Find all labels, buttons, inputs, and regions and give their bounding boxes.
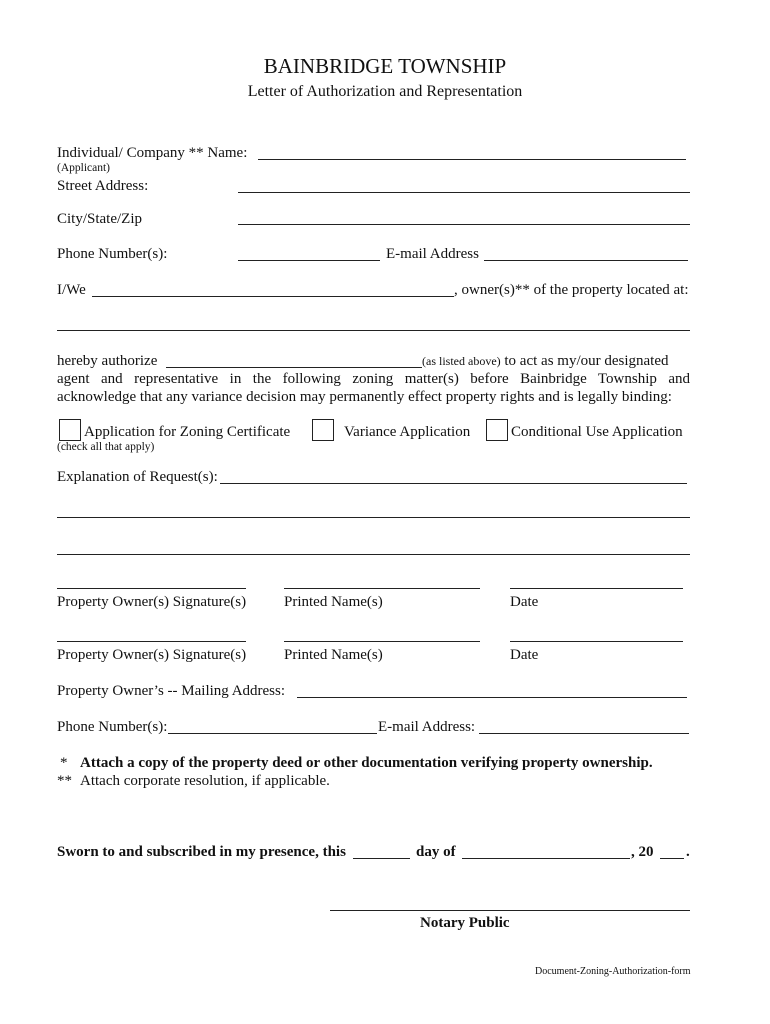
property-location-field[interactable]	[57, 330, 690, 331]
owner-phone-field[interactable]	[168, 733, 377, 734]
city-field[interactable]	[238, 224, 690, 225]
authorize-line2: agent and representative in the following zoning matter(s) before Bainbridge Township and	[57, 371, 690, 387]
applicant-note: (Applicant)	[57, 162, 111, 174]
page-title: BAINBRIDGE TOWNSHIP	[263, 54, 507, 78]
owner-name-field[interactable]	[92, 296, 454, 297]
explanation-label: Explanation of Request(s):	[57, 469, 218, 485]
iwe-label: I/We	[57, 282, 86, 298]
authorize-line3: acknowledge that any variance decision may permanently effect property rights and is legally binding:	[57, 389, 672, 405]
sworn-text-3: , 20	[631, 844, 654, 860]
hereby-authorize-label: hereby authorize	[57, 353, 158, 369]
date-label-1: Date	[510, 594, 539, 610]
owner-label: , owner(s)** of the property located at:	[454, 282, 689, 298]
explanation-field-1[interactable]	[220, 483, 687, 484]
mailing-address-label: Property Owner’s -- Mailing Address:	[57, 683, 286, 699]
sworn-text-4: .	[686, 844, 690, 860]
owner-email-field[interactable]	[479, 733, 689, 734]
conditional-use-label: Conditional Use Application	[511, 424, 683, 440]
zoning-certificate-checkbox[interactable]	[59, 419, 81, 441]
phone-label: Phone Number(s):	[57, 246, 168, 262]
owner-signature-field-1[interactable]	[57, 588, 246, 589]
printed-name-field-1[interactable]	[284, 588, 480, 589]
page-subtitle: Letter of Authorization and Representation	[247, 83, 523, 100]
sworn-month-field[interactable]	[462, 858, 630, 859]
authorize-line1-rest: to act as my/our designated	[500, 353, 669, 369]
zoning-certificate-label: Application for Zoning Certificate	[84, 424, 291, 440]
form-id-footer: Document-Zoning-Authorization-form	[535, 966, 691, 977]
printed-name-label-2: Printed Name(s)	[284, 647, 383, 663]
printed-name-field-2[interactable]	[284, 641, 480, 642]
variance-checkbox[interactable]	[312, 419, 334, 441]
city-label: City/State/Zip	[57, 211, 142, 227]
as-listed-note: (as listed above)	[422, 354, 501, 368]
explanation-field-3[interactable]	[57, 554, 690, 555]
mailing-address-field[interactable]	[297, 697, 687, 698]
date-field-2[interactable]	[510, 641, 683, 642]
date-field-1[interactable]	[510, 588, 683, 589]
owner-phone-label: Phone Number(s):	[57, 719, 168, 735]
owner-signature-label-2: Property Owner(s) Signature(s)	[57, 647, 247, 663]
sworn-year-field[interactable]	[660, 858, 684, 859]
sworn-text-2: day of	[416, 844, 456, 860]
sworn-day-field[interactable]	[353, 858, 410, 859]
variance-label: Variance Application	[344, 424, 471, 440]
date-label-2: Date	[510, 647, 539, 663]
explanation-field-2[interactable]	[57, 517, 690, 518]
note-deed: Attach a copy of the property deed or other documentation verifying property ownership.	[80, 755, 653, 771]
phone-field[interactable]	[238, 260, 380, 261]
note-star-1: *	[60, 755, 68, 771]
note-star-2: **	[57, 773, 72, 789]
owner-email-label: E-mail Address:	[378, 719, 476, 735]
street-field[interactable]	[238, 192, 690, 193]
notary-label: Notary Public	[420, 915, 510, 931]
street-label: Street Address:	[57, 178, 149, 194]
representative-field[interactable]	[166, 367, 422, 368]
check-all-note: (check all that apply)	[57, 441, 155, 453]
owner-signature-field-2[interactable]	[57, 641, 246, 642]
name-label: Individual/ Company ** Name:	[57, 145, 248, 161]
notary-signature-field[interactable]	[330, 910, 690, 911]
note-corporate: Attach corporate resolution, if applicable.	[80, 773, 330, 789]
conditional-use-checkbox[interactable]	[486, 419, 508, 441]
name-field[interactable]	[258, 159, 686, 160]
email-field[interactable]	[484, 260, 688, 261]
owner-signature-label-1: Property Owner(s) Signature(s)	[57, 594, 247, 610]
email-label: E-mail Address	[386, 246, 479, 262]
sworn-text-1: Sworn to and subscribed in my presence, this	[57, 844, 346, 860]
printed-name-label-1: Printed Name(s)	[284, 594, 383, 610]
authorize-line1	[422, 353, 669, 370]
